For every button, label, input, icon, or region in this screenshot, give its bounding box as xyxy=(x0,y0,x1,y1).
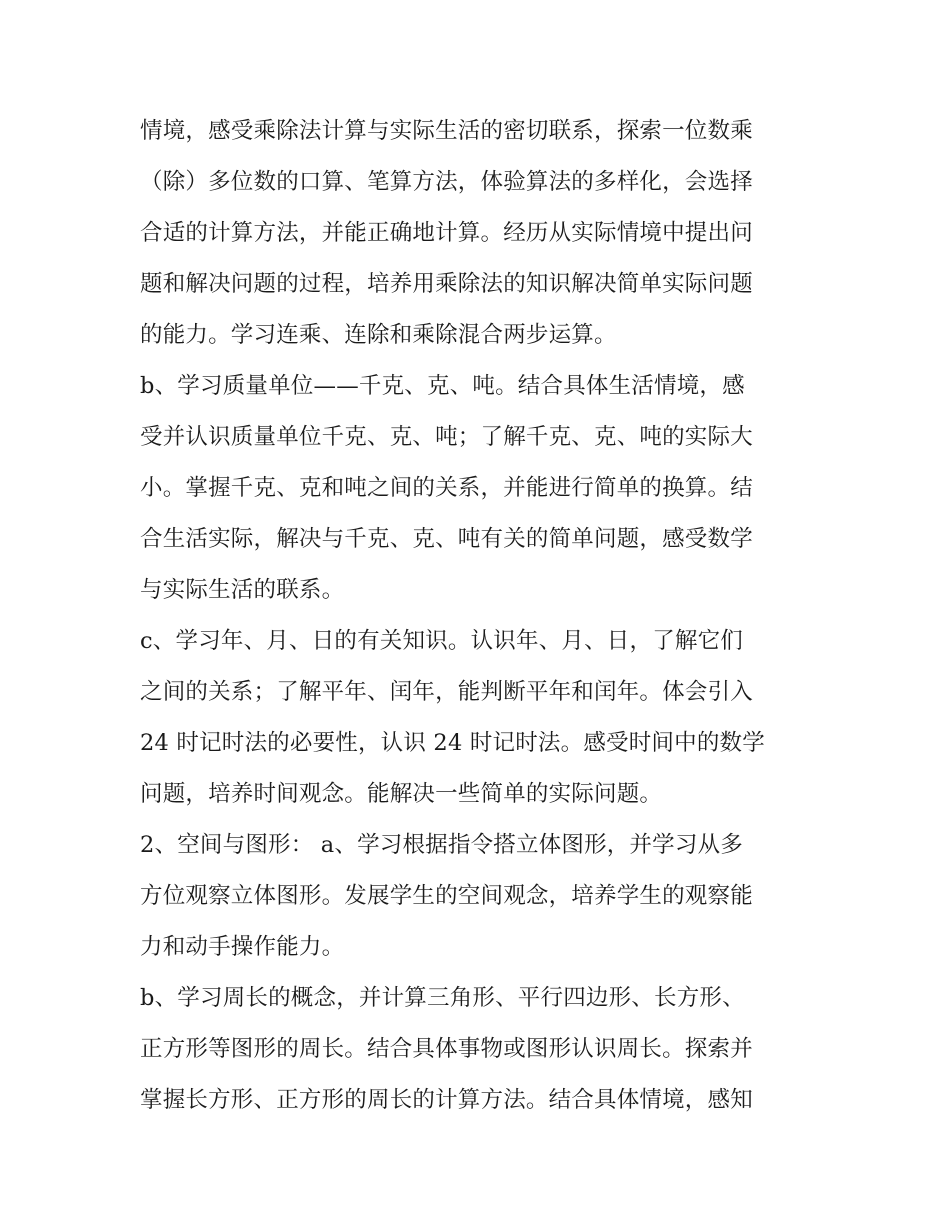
text-line: 2、空间与图形： a、学习根据指令搭立体图形，并学习从多 xyxy=(140,832,743,858)
text-line: 力和动手操作能力。 xyxy=(140,934,345,960)
text-line: 受并认识质量单位千克、克、吨；了解千克、克、吨的实际大 xyxy=(140,424,753,450)
text-line: 合适的计算方法，并能正确地计算。经历从实际情境中提出问 xyxy=(140,220,753,246)
text-line: b、学习质量单位——千克、克、吨。结合具体生活情境，感 xyxy=(140,373,745,399)
text-line: 正方形等图形的周长。结合具体事物或图形认识周长。探索并 xyxy=(140,1036,753,1062)
text-line: 小。掌握千克、克和吨之间的关系，并能进行简单的换算。结 xyxy=(140,475,753,501)
text-line: 与实际生活的联系。 xyxy=(140,577,345,603)
text-line: 之间的关系；了解平年、闰年，能判断平年和闰年。体会引入 xyxy=(140,679,753,705)
text-line: 24 时记时法的必要性，认识 24 时记时法。感受时间中的数学 xyxy=(140,730,765,756)
body-text xyxy=(140,106,820,1126)
text-line: 合生活实际，解决与千克、克、吨有关的简单问题，感受数学 xyxy=(140,526,753,552)
text-line: c、学习年、月、日的有关知识。认识年、月、日，了解它们 xyxy=(140,628,744,654)
text-line: 情境，感受乘除法计算与实际生活的密切联系，探索一位数乘 xyxy=(140,118,753,144)
text-line: （除）多位数的口算、笔算方法，体验算法的多样化，会选择 xyxy=(140,169,753,195)
text-line: b、学习周长的概念，并计算三角形、平行四边形、长方形、 xyxy=(140,985,745,1011)
text-line: 的能力。学习连乘、连除和乘除混合两步运算。 xyxy=(140,322,617,348)
text-line: 题和解决问题的过程，培养用乘除法的知识解决简单实际问题 xyxy=(140,271,753,297)
text-line: 掌握长方形、正方形的周长的计算方法。结合具体情境，感知 xyxy=(140,1087,753,1113)
text-line: 方位观察立体图形。发展学生的空间观念，培养学生的观察能 xyxy=(140,883,753,909)
text-line: 问题，培养时间观念。能解决一些简单的实际问题。 xyxy=(140,781,663,807)
